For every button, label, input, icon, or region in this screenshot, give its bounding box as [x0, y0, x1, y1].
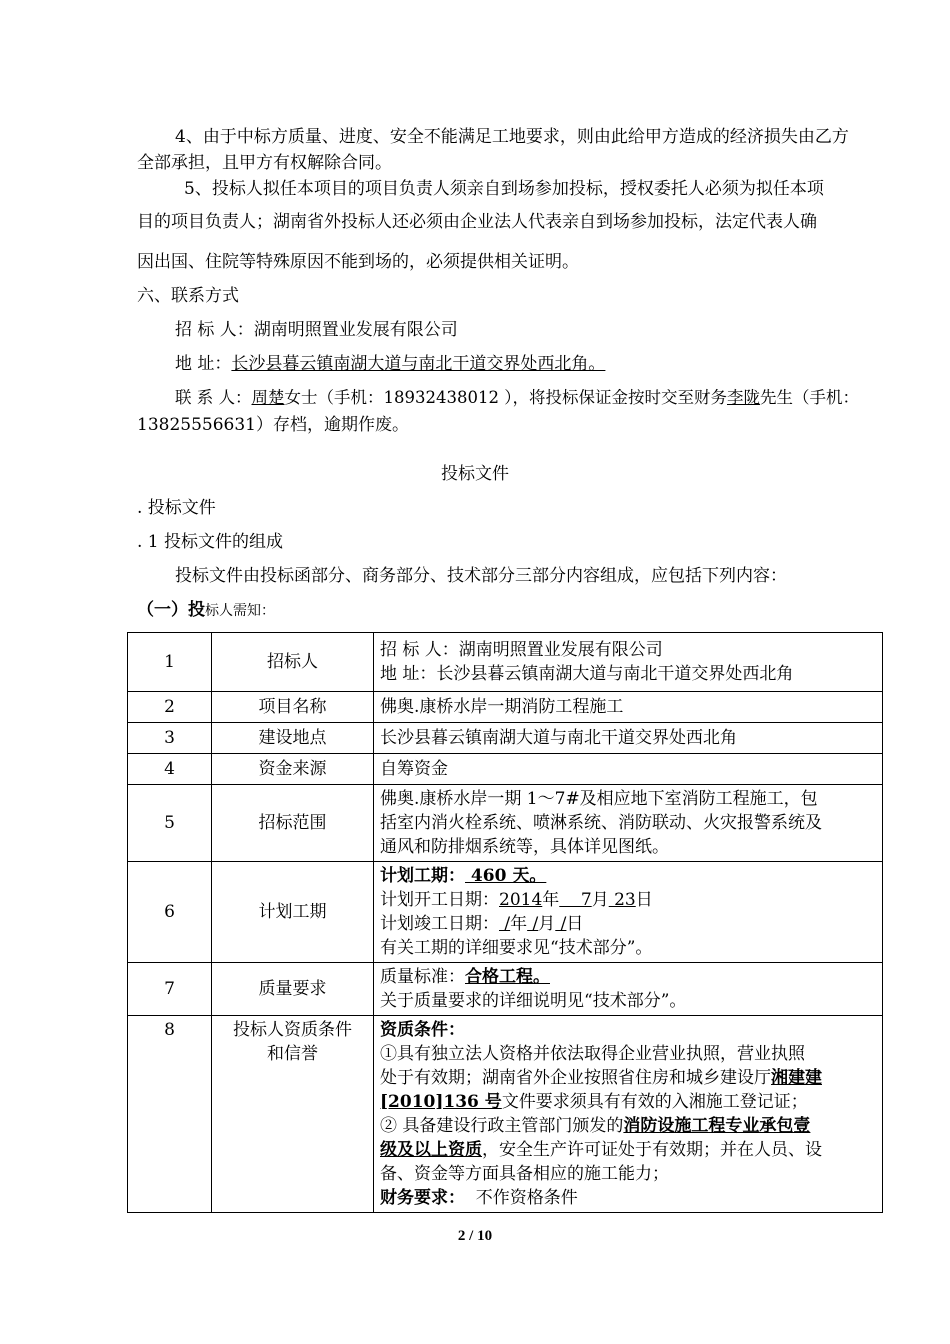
clause-4-line-2: 全部承担，且甲方有权解除合同。 — [137, 153, 392, 173]
row-item: 资金来源 — [212, 754, 374, 785]
row-item: 质量要求 — [212, 963, 374, 1016]
content-line — [380, 1186, 876, 1210]
content-line — [380, 1066, 876, 1090]
item-line: 投标人资质条件 — [233, 1020, 352, 1040]
row-content: 长沙县暮云镇南湖大道与南北干道交界处西北角 — [374, 723, 883, 754]
content-line: 招 标 人：湖南明照置业发展有限公司 — [380, 640, 663, 660]
clause-4-line-1: 4、由于中标方质量、进度、安全不能满足工地要求，则由此给甲方造成的经济损失由乙方 — [175, 127, 849, 147]
content-line: 地 址：长沙县暮云镇南湖大道与南北干道交界处西北角 — [380, 664, 794, 684]
row-content — [374, 633, 883, 692]
row-number: 8 — [128, 1016, 212, 1213]
row-number: 3 — [128, 723, 212, 754]
row-item: 项目名称 — [212, 692, 374, 723]
duration-value: 460 天。 — [465, 866, 547, 886]
content-line: 备、资金等方面具备相应的施工能力； — [380, 1164, 669, 1184]
start-date-label: 计划开工日期： — [380, 890, 499, 910]
year-unit: 年 — [510, 914, 528, 934]
content-line — [380, 1090, 876, 1114]
contact-name: 周楚 — [251, 388, 285, 407]
content-line — [380, 1114, 876, 1138]
row-item: 招标人 — [212, 633, 374, 692]
page-number: 2 / 10 — [457, 1228, 493, 1244]
heading-composition: . 1 投标文件的组成 — [137, 532, 284, 552]
clause-5-line-1: 5、投标人拟任本项目的项目负责人须亲自到场参加投标，授权委托人必须为拟任本项 — [184, 179, 824, 199]
finance-value: 不作资格条件 — [465, 1188, 578, 1208]
text-span: 文件要求须具有有效的入湘施工登记证； — [501, 1092, 808, 1112]
month-unit: 月 — [538, 914, 556, 934]
text-span: ，安全生产许可证处于有效期；并在人员、设 — [482, 1140, 822, 1160]
row-content — [374, 785, 883, 862]
row-content: 佛奥.康桥水岸一期消防工程施工 — [374, 692, 883, 723]
document-ref: 湘建建 — [771, 1068, 822, 1088]
end-day: / — [555, 914, 567, 934]
text-span: ② 具备建设行政主管部门颁发的 — [380, 1116, 624, 1136]
end-month: / — [527, 914, 539, 934]
clause-5-line-3: 因出国、住院等特殊原因不能到场的，必须提供相关证明。 — [137, 252, 579, 272]
content-line — [380, 1138, 876, 1162]
row-content — [374, 862, 883, 963]
clause-5-line-2: 目的项目负责人；湖南省外投标人还必须由企业法人代表亲自到场参加投标，法定代表人确 — [137, 212, 817, 232]
table-row — [128, 862, 883, 963]
table-row — [128, 1016, 883, 1213]
heading-bid-documents: . 投标文件 — [137, 498, 216, 518]
month-unit: 月 — [591, 890, 609, 910]
row-number: 4 — [128, 754, 212, 785]
content-line — [380, 888, 876, 912]
row-item: 招标范围 — [212, 785, 374, 862]
address-value: 长沙县暮云镇南湖大道与南北干道交界处西北角。 — [231, 354, 606, 374]
row-number: 7 — [128, 963, 212, 1016]
quality-value: 合格工程。 — [465, 967, 550, 987]
row-item: 建设地点 — [212, 723, 374, 754]
section-6-heading: 六、联系方式 — [137, 286, 239, 306]
row-number: 2 — [128, 692, 212, 723]
qualification-title: 资质条件： — [380, 1020, 465, 1040]
row-content — [374, 1016, 883, 1213]
row-content: 自筹资金 — [374, 754, 883, 785]
content-line: 有关工期的详细要求见“技术部分”。 — [380, 938, 653, 958]
bidder-notice-heading — [137, 594, 907, 627]
content-line: 通风和防排烟系统等，具体详见图纸。 — [380, 837, 669, 857]
item-line: 和信誉 — [267, 1044, 318, 1064]
table-row — [128, 963, 883, 1016]
contact-label: 联 系 人： — [175, 388, 252, 407]
content-line — [380, 864, 876, 888]
row-content — [374, 963, 883, 1016]
text-span: 处于有效期；湖南省外企业按照省住房和城乡建设厅 — [380, 1068, 771, 1088]
table-row — [128, 633, 883, 692]
document-number: [2010]136 号 — [380, 1092, 502, 1112]
finance-label: 财务要求： — [380, 1188, 465, 1208]
contact-details: 女士（手机：18932438012 ），将投标保证金按时交至财务 — [284, 388, 727, 407]
quality-label: 质量标准： — [380, 967, 465, 987]
content-line: ①具有独立法人资格并依法取得企业营业执照，营业执照 — [380, 1044, 805, 1064]
notice-prefix: （一）投 — [137, 600, 205, 620]
end-date-label: 计划竣工日期： — [380, 914, 499, 934]
tenderer-line — [175, 314, 945, 346]
duration-label: 计划工期： — [380, 866, 465, 886]
row-item: 计划工期 — [212, 862, 374, 963]
finance-phone-prefix: 先生（手机： — [759, 388, 859, 407]
notice-rest: 标人需知： — [205, 603, 275, 619]
row-number: 1 — [128, 633, 212, 692]
document-title: 投标文件 — [441, 464, 509, 484]
row-number: 5 — [128, 785, 212, 862]
address-line — [175, 348, 945, 380]
composition-intro: 投标文件由投标函部分、商务部分、技术部分三部分内容组成，应包括下列内容： — [175, 566, 787, 586]
content-line: 关于质量要求的详细说明见“技术部分”。 — [380, 991, 687, 1011]
table-row — [128, 785, 883, 862]
tenderer-label: 招 标 人： — [175, 320, 254, 340]
address-label: 地 址： — [175, 354, 232, 374]
row-item — [212, 1016, 374, 1213]
end-year: / — [499, 914, 511, 934]
bidder-notice-table — [127, 632, 883, 1213]
table-row — [128, 723, 883, 754]
day-unit: 日 — [566, 914, 584, 934]
content-line: 佛奥.康桥水岸一期 1～7#及相应地下室消防工程施工，包 — [380, 789, 818, 809]
start-day: 23 — [608, 890, 636, 910]
start-month: 7 — [559, 890, 592, 910]
contact-line-2: 13825556631）存档，逾期作废。 — [137, 415, 409, 435]
content-line — [380, 965, 876, 989]
day-unit: 日 — [635, 890, 653, 910]
qualification-level: 消防设施工程专业承包壹 — [623, 1116, 811, 1136]
table-row — [128, 692, 883, 723]
finance-contact-name: 李陇 — [726, 388, 760, 407]
start-year: 2014 — [499, 890, 543, 910]
content-line: 括室内消火栓系统、喷淋系统、消防联动、火灾报警系统及 — [380, 813, 822, 833]
year-unit: 年 — [542, 890, 560, 910]
qualification-level-cont: 级及以上资质 — [380, 1140, 482, 1160]
content-line — [380, 912, 876, 936]
tenderer-value: 湖南明照置业发展有限公司 — [253, 320, 458, 340]
row-number: 6 — [128, 862, 212, 963]
table-row — [128, 754, 883, 785]
